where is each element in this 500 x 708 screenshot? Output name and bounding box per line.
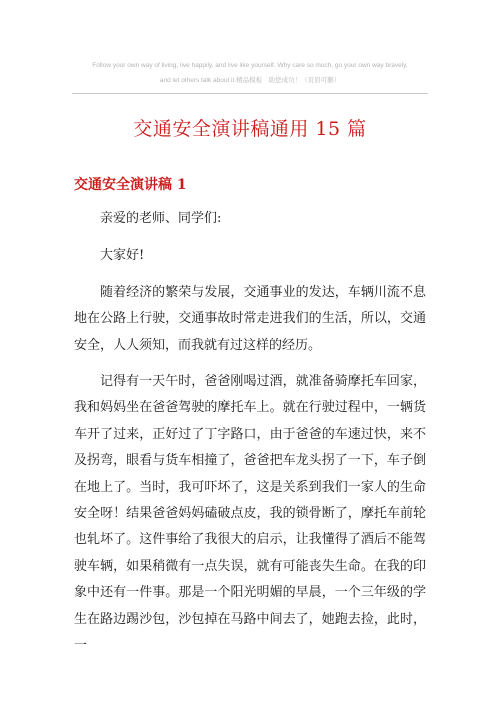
document-title: 交通安全演讲稿通用 15 篇 — [133, 118, 367, 140]
header-note-line1: Follow your own way of living, live happily, and live like yourself. Why care so much, go your own way bravely, — [92, 62, 408, 69]
paragraph-hello: 大家好! — [100, 248, 145, 263]
paragraph-greeting: 亲爱的老师、同学们: — [100, 211, 222, 226]
paragraph-story: 记得有一天午时，爸爸刚喝过酒，就准备骑摩托车回家，我和妈妈坐在爸爸驾驶的摩托车上。就在行驶过程中，一辆货车开了过来，正好过了丁字路口，由于爸爸的车速过快，来不及拐弯，眼看与货车相撞了，爸爸把车龙头拐了一下，车子倒在地上了。当时，我可吓坏了，这是关系到我们一家人的生命安全呀！结果爸爸妈妈磕破点皮，我的锁骨断了，摩托车前轮也轧坏了。这件事给了我很大的启示，让我懂得了酒后不能驾驶车辆，如果稍微有一点失误，就有可能丧失生命。在我的印象中还有一件事。那是一个阳光明媚的早晨，一个三年级的学生在路边踢沙包，沙包掉在马路中间去了，她跑去捡，此时，一 — [74, 374, 426, 654]
header-note-line2: and let others talk about it.精品模板 助您成功！（页眉可删） — [159, 77, 341, 84]
paragraph-intro: 随着经济的繁荣与发展，交通事业的发达，车辆川流不息地在公路上行驶，交通事故时常走进我们的生活，所以，交通安全，人人须知，而我就有过这样的经历。 — [74, 285, 426, 353]
header-divider — [72, 93, 428, 94]
section-heading: 交通安全演讲稿 1 — [74, 177, 187, 193]
